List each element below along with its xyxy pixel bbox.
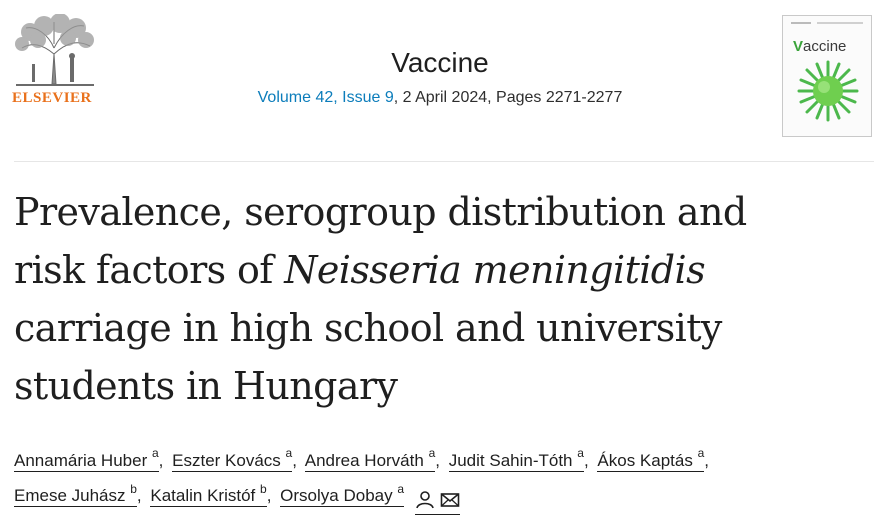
author-link[interactable]	[304, 446, 436, 472]
title-line-1: Prevalence, serogroup distribution and	[14, 190, 747, 234]
author-affiliation: a	[428, 446, 436, 460]
title-line-4: students in Hungary	[14, 364, 398, 408]
author-name: Ákos Kaptás	[597, 450, 693, 470]
issue-line	[200, 87, 680, 109]
journal-block	[200, 46, 680, 109]
author-link[interactable]	[597, 446, 705, 472]
cover-title	[793, 38, 846, 55]
author-link[interactable]	[280, 481, 405, 507]
author-name: Andrea Horváth	[304, 450, 424, 470]
author-affiliation: b	[130, 481, 137, 496]
author-list: Annamária Huber $^a$, Eszter Kovács $^a$, Andrea Horváth $^a$, Judit Sahin-Tóth $^a$, Ákos Kaptás $^a$, Emese Juhász $^b$, Katalin Kristóf $^b$, Orsolya Dobay $^a$	[14, 440, 874, 515]
cover-header-lines-icon	[791, 22, 863, 26]
journal-cover[interactable]	[782, 15, 872, 137]
title-line-3: carriage in high school and university	[14, 306, 722, 350]
author-affiliation: b	[260, 481, 267, 496]
cover-title-rest: accine	[803, 38, 847, 55]
issue-date-pages: , 2 April 2024, Pages 2271-2277	[393, 89, 623, 106]
cover-title-v: V	[793, 38, 804, 55]
header-divider	[14, 161, 874, 162]
author-link[interactable]	[14, 446, 159, 472]
author-link[interactable]	[172, 446, 293, 472]
author-link[interactable]	[448, 446, 584, 472]
envelope-icon	[440, 492, 460, 508]
author-link[interactable]	[150, 481, 267, 507]
article-title	[14, 183, 874, 415]
author-name: Eszter Kovács	[172, 450, 281, 470]
author-affiliation: a	[577, 446, 584, 460]
title-line-2-pre: risk factors of	[14, 248, 285, 292]
author-name: Emese Juhász	[14, 486, 126, 506]
author-name: Annamária Huber	[14, 450, 148, 470]
elsevier-tree-logo-icon	[12, 14, 98, 94]
person-icon	[415, 491, 435, 509]
title-species: Neisseria meningitidis	[284, 248, 705, 292]
green-virus-icon	[795, 58, 861, 124]
author-name: Katalin Kristóf	[150, 486, 256, 506]
issue-link[interactable]: Volume 42, Issue 9	[257, 89, 394, 106]
article-header	[0, 0, 883, 160]
corresponding-author-icons[interactable]	[415, 483, 460, 515]
journal-title-link[interactable]: Vaccine	[391, 47, 489, 78]
author-name: Orsolya Dobay	[280, 486, 393, 506]
author-name: Judit Sahin-Tóth	[448, 450, 573, 470]
author-affiliation: a	[697, 446, 705, 460]
author-affiliation: a	[285, 446, 293, 460]
author-link[interactable]	[14, 481, 137, 507]
publisher-name: ELSEVIER	[12, 90, 92, 106]
author-affiliation: a	[397, 481, 405, 496]
author-affiliation: a	[151, 446, 159, 460]
